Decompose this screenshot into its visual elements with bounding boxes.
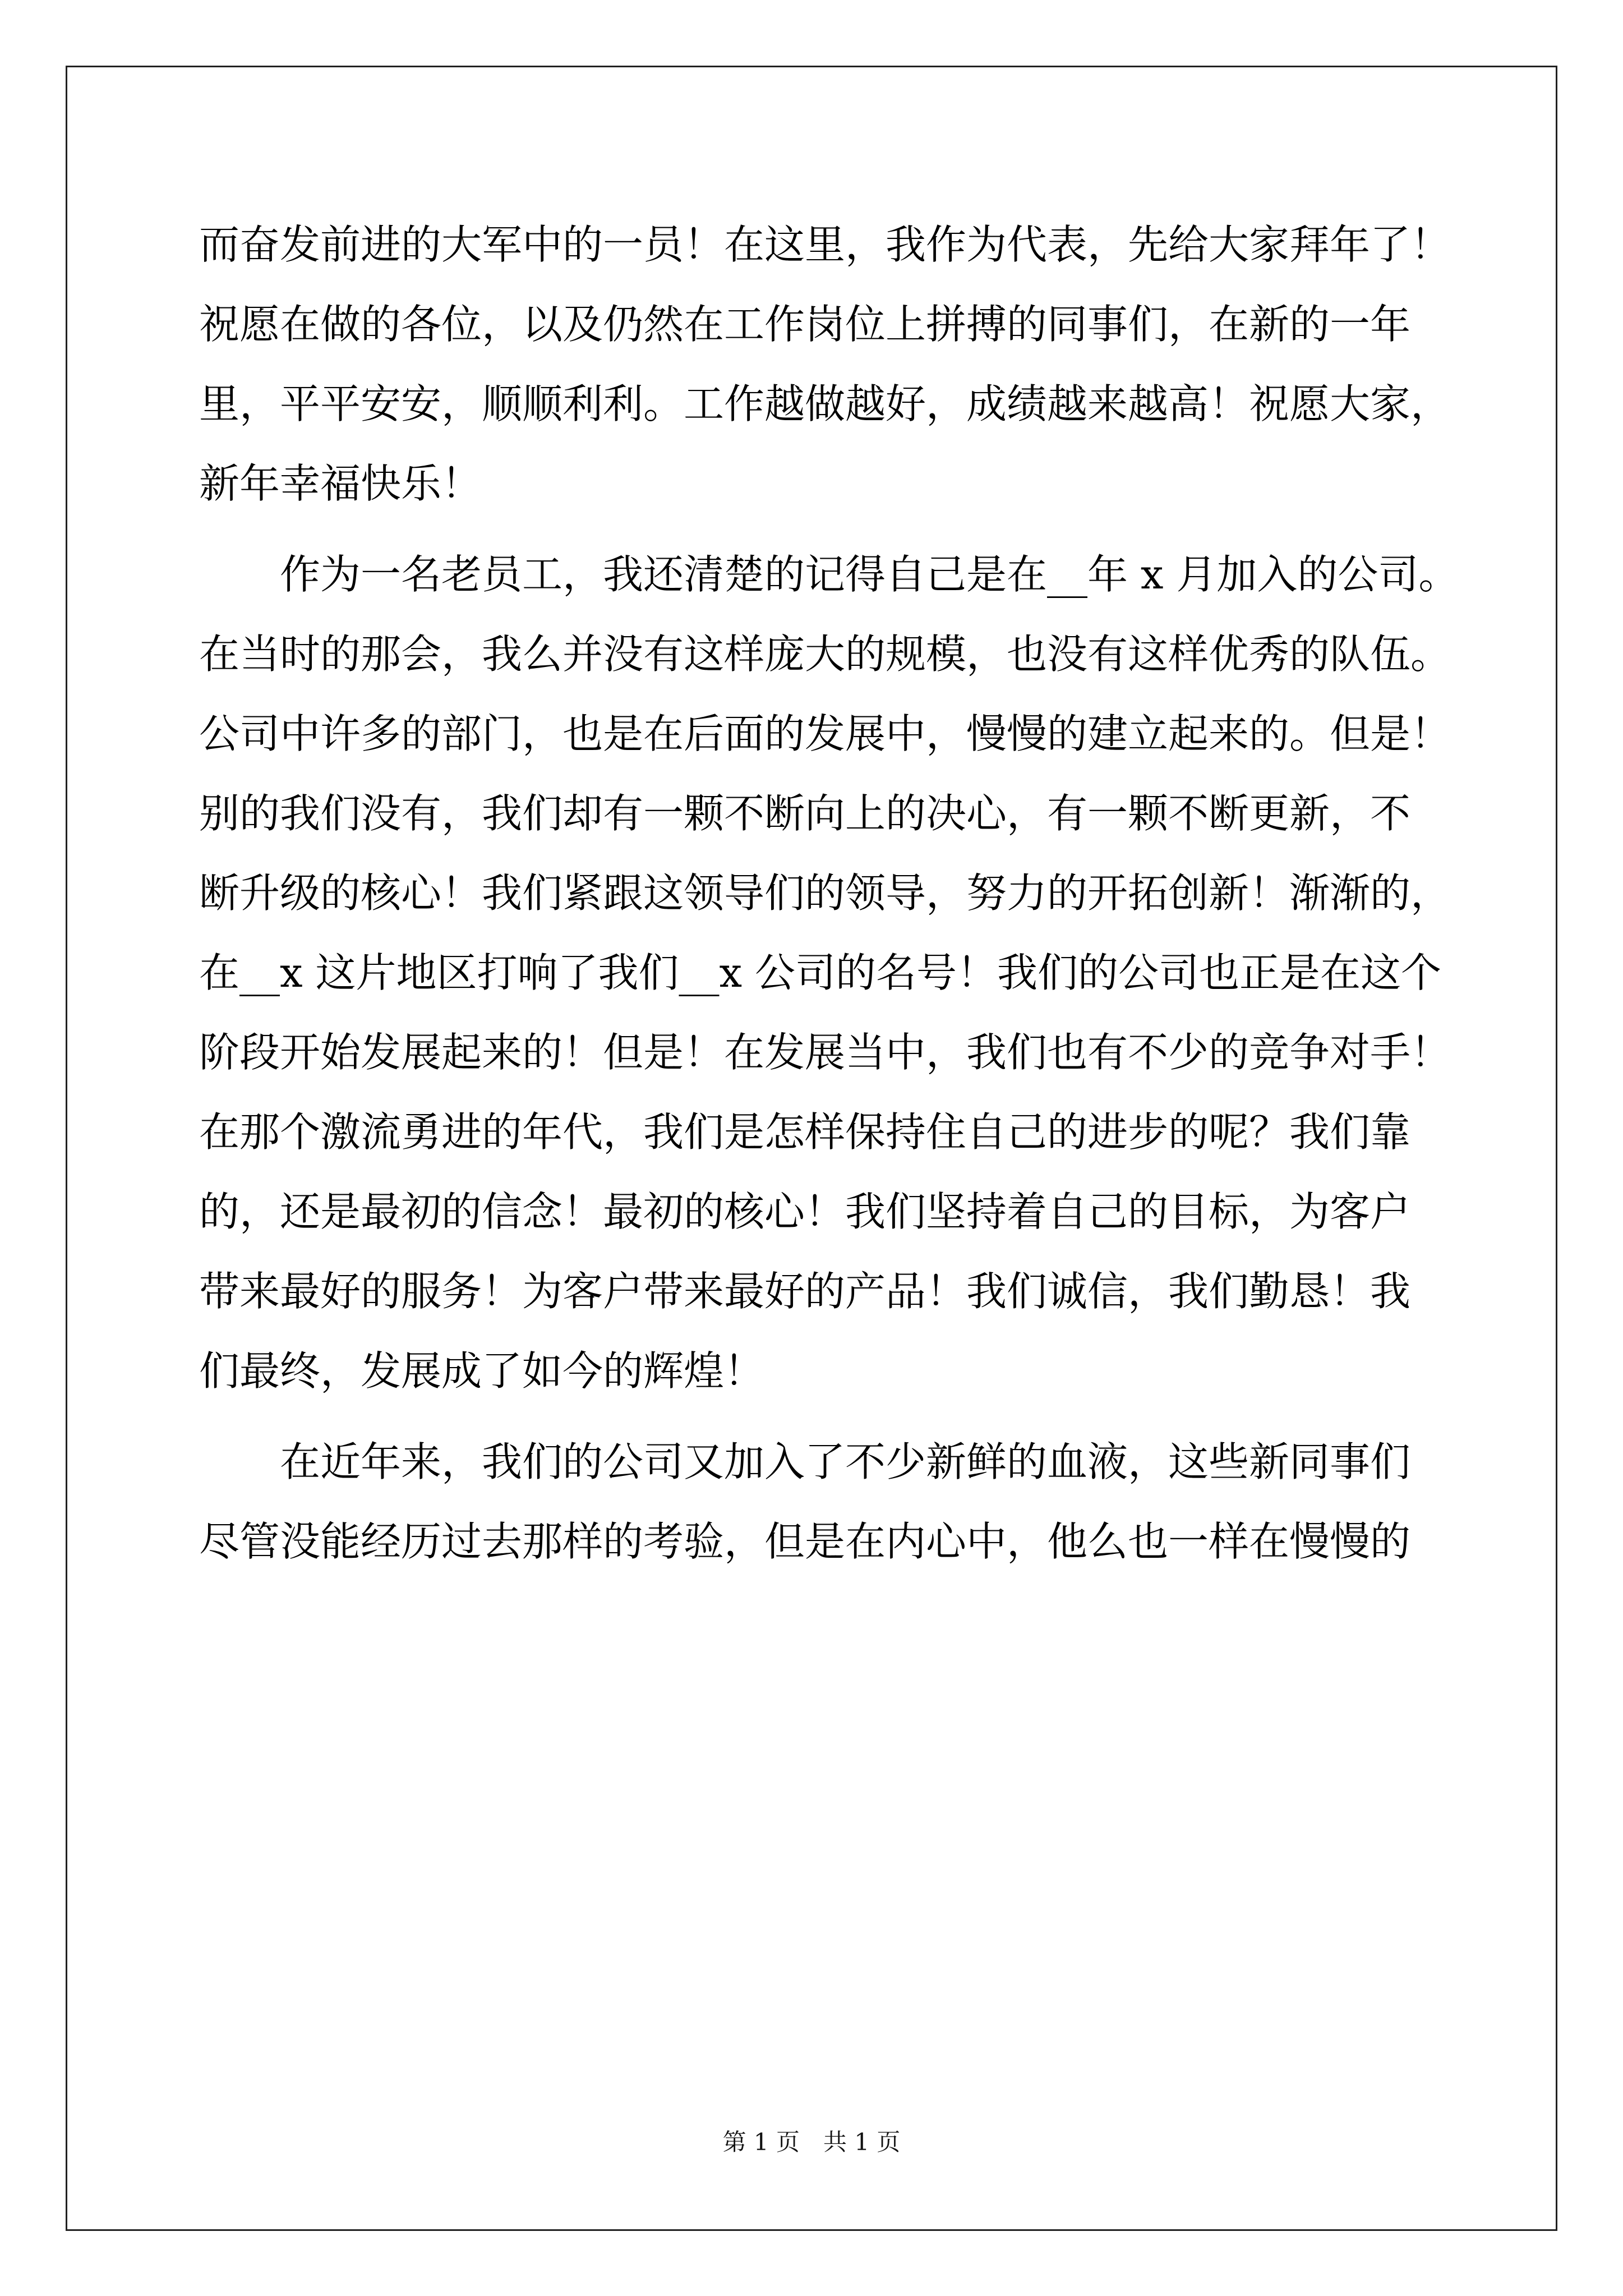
text-line: 阶段开始发展起来的！但是！在发展当中，我们也有不少的竞争对手！ [199, 1029, 1451, 1076]
text-line: 公司中许多的部门，也是在后面的发展中，慢慢的建立起来的。但是！ [199, 710, 1451, 757]
document-body [199, 205, 1459, 1581]
text-line: 新年幸福快乐！ [199, 460, 482, 507]
text-line: 尽管没能经历过去那样的考验，但是在内心中，他么也一样在慢慢的 [199, 1518, 1411, 1565]
paragraph-gap [199, 1411, 1438, 1422]
text-line: 作为一名老员工，我还清楚的记得自己是在__年 x 月加入的公司。 [199, 551, 1459, 598]
text-line: 带来最好的服务！为客户带来最好的产品！我们诚信，我们勤恳！我 [199, 1268, 1411, 1315]
text-line: 里，平平安安，顺顺利利。工作越做越好，成绩越来越高！祝愿大家， [199, 380, 1451, 427]
page-footer: 第 1 页 共 1 页 [722, 2128, 901, 2156]
text-line: 别的我们没有，我们却有一颗不断向上的决心，有一颗不断更新，不 [199, 790, 1411, 837]
paragraph-gap [199, 523, 1438, 535]
text-line: 而奋发前进的大军中的一员！在这里，我作为代表，先给大家拜年了！ [199, 221, 1451, 268]
text-line: 在当时的那会，我么并没有这样庞大的规模，也没有这样优秀的队伍。 [199, 631, 1451, 678]
text-line: 的，还是最初的信念！最初的核心！我们坚持着自己的目标，为客户 [199, 1188, 1411, 1235]
text-line: 在近年来，我们的公司又加入了不少新鲜的血液，这些新同事们 [199, 1438, 1411, 1485]
text-line: 断升级的核心！我们紧跟这领导们的领导，努力的开拓创新！渐渐的， [199, 869, 1451, 917]
text-line: 在那个激流勇进的年代，我们是怎样保持住自己的进步的呢？我们靠 [199, 1108, 1411, 1156]
text-line: 祝愿在做的各位，以及仍然在工作岗位上拼搏的同事们，在新的一年 [199, 301, 1411, 348]
text-line: 在__x 这片地区打响了我们__x 公司的名号！我们的公司也正是在这个 [199, 949, 1441, 996]
text-line: 们最终，发展成了如今的辉煌！ [199, 1347, 765, 1395]
